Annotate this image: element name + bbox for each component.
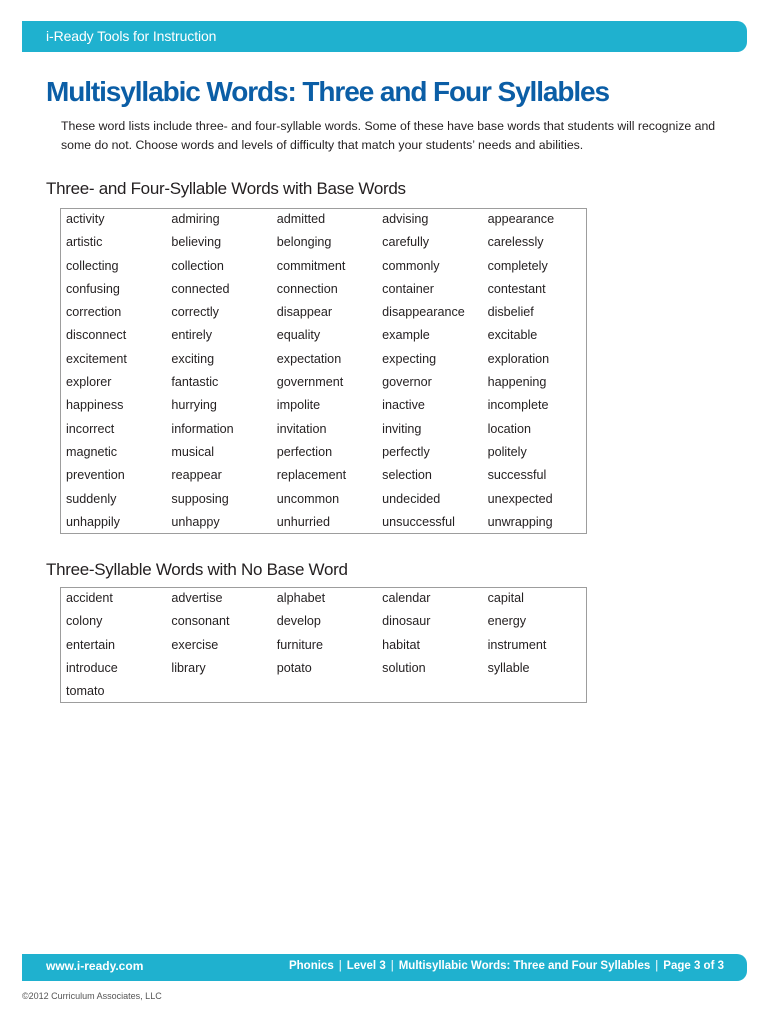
word-list-item: inviting <box>382 421 422 436</box>
header-banner-text: i-Ready Tools for Instruction <box>46 28 217 44</box>
word-list-item: hurrying <box>171 398 217 413</box>
word-list-item: reappear <box>171 468 222 483</box>
word-list-item: expecting <box>382 351 437 366</box>
word-list-item: inactive <box>382 398 425 413</box>
word-list-item: successful <box>487 468 547 483</box>
word-list-item: fantastic <box>171 375 219 390</box>
word-list-item: energy <box>487 614 527 629</box>
word-list-item: admitted <box>276 212 326 226</box>
word-list-item: artistic <box>66 235 103 250</box>
breadcrumb-separator: | <box>390 960 394 972</box>
word-list-item: introduce <box>66 660 118 675</box>
breadcrumb-item: Level 3 <box>346 960 386 972</box>
word-list-item: contestant <box>487 281 546 296</box>
word-list-item: appearance <box>487 212 555 226</box>
word-list-item: excitement <box>66 351 127 366</box>
header-banner <box>22 21 747 52</box>
word-list-item: expectation <box>276 351 342 366</box>
breadcrumb-separator: | <box>655 960 659 972</box>
word-list-item: advertise <box>171 591 223 605</box>
word-list-item: believing <box>171 235 222 250</box>
word-list-item: dinosaur <box>382 614 431 629</box>
site-link[interactable]: www.i-ready.com <box>46 959 144 973</box>
word-list-item: equality <box>276 328 321 343</box>
word-grid-base-words <box>61 209 586 535</box>
word-list-item: example <box>382 328 430 343</box>
copyright-text: ©2012 Curriculum Associates, LLC <box>22 991 162 1001</box>
word-list-item: unhurried <box>276 514 330 529</box>
word-grid-no-base-word <box>61 588 586 704</box>
word-list-item: belonging <box>276 235 332 250</box>
word-list-item: perfection <box>276 444 333 459</box>
word-list-item: completely <box>487 258 548 273</box>
word-list-item: politely <box>487 444 527 459</box>
breadcrumb-item: Page 3 of 3 <box>663 960 724 972</box>
word-list-item: disappearance <box>382 305 465 320</box>
word-list-item: collection <box>171 258 224 273</box>
intro-paragraph: These word lists include three- and four-syllable words. Some of these have base words that students will recognize and some do not. Choose words and levels of difficulty that match your students’ needs and abilities. <box>61 119 716 152</box>
breadcrumb-item: Phonics <box>288 960 334 972</box>
word-list-item: confusing <box>66 281 120 296</box>
word-list-item: exploration <box>487 351 550 366</box>
footer-breadcrumb <box>289 960 724 972</box>
word-list-item: disbelief <box>487 305 534 320</box>
word-list-item: perfectly <box>382 444 430 459</box>
word-list-item: governor <box>382 375 432 390</box>
word-list-item: instrument <box>487 637 547 652</box>
word-list-item: capital <box>487 591 524 605</box>
word-list-item: carefully <box>382 235 430 250</box>
word-list-item: commonly <box>382 258 440 273</box>
word-list-item: location <box>487 421 531 436</box>
word-list-item: carelessly <box>487 235 544 250</box>
word-list-box-base-words <box>60 208 587 534</box>
word-list-item: alphabet <box>276 591 326 605</box>
word-list-item: unhappily <box>66 514 120 529</box>
word-list-item: unexpected <box>487 491 553 506</box>
word-list-item: happiness <box>66 398 124 413</box>
word-list-item: furniture <box>276 637 323 652</box>
word-list-item: unsuccessful <box>382 514 455 529</box>
word-list-item: uncommon <box>276 491 340 506</box>
footer-banner <box>22 954 747 981</box>
word-list-item: happening <box>487 375 547 390</box>
word-list-item: admiring <box>171 212 220 226</box>
word-list-box-no-base-word <box>60 587 587 703</box>
word-list-item: undecided <box>382 491 441 506</box>
word-list-item: correction <box>66 305 122 320</box>
word-list-item: potato <box>276 660 312 675</box>
word-list-item: disappear <box>276 305 333 320</box>
word-list-item: magnetic <box>66 444 118 459</box>
word-list-item: suddenly <box>66 491 117 506</box>
word-list-item: correctly <box>171 305 219 320</box>
word-list-item: solution <box>382 660 426 675</box>
word-list-item: tomato <box>66 684 105 699</box>
word-list-item: exercise <box>171 637 219 652</box>
word-list-item: habitat <box>382 637 420 652</box>
breadcrumb-separator: | <box>338 960 342 972</box>
word-list-item: develop <box>276 614 321 629</box>
word-list-item: consonant <box>171 614 230 629</box>
word-list-item: invitation <box>276 421 327 436</box>
word-list-item: government <box>276 375 344 390</box>
word-list-item: collecting <box>66 258 119 273</box>
word-list-item: excitable <box>487 328 538 343</box>
word-list-item: connected <box>171 281 230 296</box>
word-list-item: entirely <box>171 328 212 343</box>
word-list-item: musical <box>171 444 215 459</box>
word-list-item: accident <box>66 591 113 605</box>
word-list-item: colony <box>66 614 103 629</box>
word-list-item: syllable <box>487 660 530 675</box>
word-list-item: exciting <box>171 351 215 366</box>
word-list-item: incomplete <box>487 398 549 413</box>
word-list-item: activity <box>66 212 105 226</box>
word-list-item: advising <box>382 212 429 226</box>
word-list-item: entertain <box>66 637 116 652</box>
word-list-item: unhappy <box>171 514 220 529</box>
word-list-item: disconnect <box>66 328 127 343</box>
word-list-item: information <box>171 421 234 436</box>
word-list-item: impolite <box>276 398 321 413</box>
breadcrumb-item: Multisyllabic Words: Three and Four Syllables <box>398 960 651 972</box>
word-list-item: container <box>382 281 434 296</box>
section-heading-no-base-word: Three-Syllable Words with No Base Word <box>46 560 348 579</box>
page-title: Multisyllabic Words: Three and Four Syllables <box>46 76 610 107</box>
word-list-item: commitment <box>276 258 346 273</box>
word-list-item: connection <box>276 281 338 296</box>
word-list-item: replacement <box>276 468 347 483</box>
word-list-item: supposing <box>171 491 229 506</box>
word-list-item: selection <box>382 468 432 483</box>
word-list-item: prevention <box>66 468 125 483</box>
word-list-item: unwrapping <box>487 514 553 529</box>
word-list-item: incorrect <box>66 421 115 436</box>
word-list-item: explorer <box>66 375 112 390</box>
section-heading-base-words: Three- and Four-Syllable Words with Base Words <box>46 179 406 198</box>
word-list-item: library <box>171 660 206 675</box>
word-list-item: calendar <box>382 591 431 605</box>
